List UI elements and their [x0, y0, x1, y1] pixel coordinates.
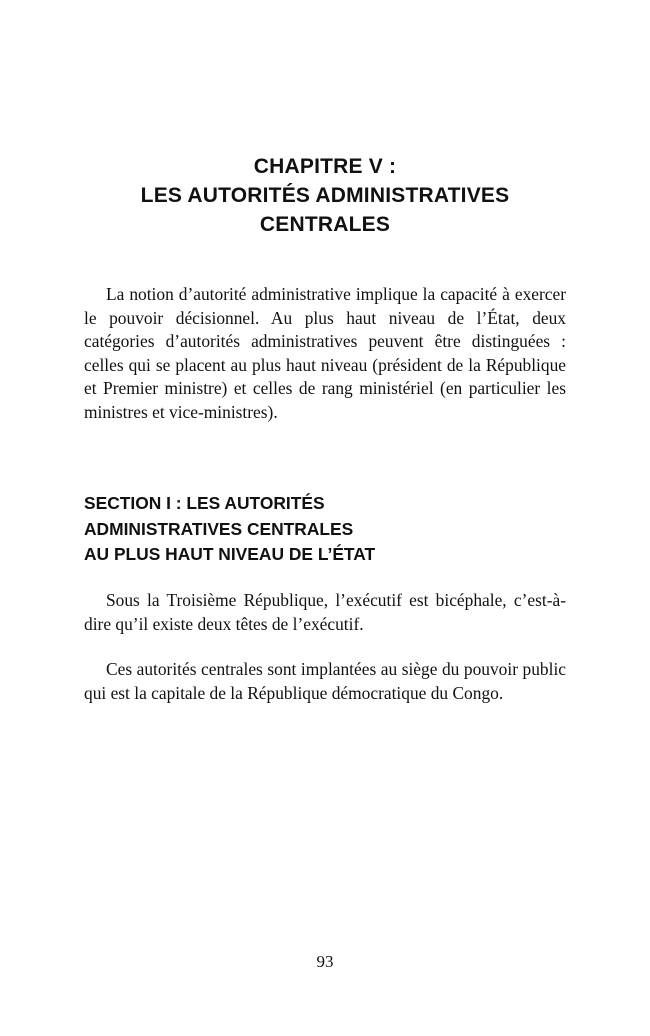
chapter-title-line-3: CENTRALES [259, 213, 391, 236]
section-title-line-3: AU PLUS HAUT NIVEAU DE L’ÉTAT [84, 544, 376, 564]
section-paragraph-1: Sous la Troisième République, l’exécutif est bicéphale, c’est-à-dire qu’il existe deux têtes de l’exécutif. [84, 590, 566, 634]
section-paragraph-2: Ces autorités centrales sont implantées au siège du pouvoir public qui est la capitale de la République démocratique du Congo. [84, 659, 566, 703]
section-title-line-2: ADMINISTRATIVES CENTRALES [84, 518, 354, 539]
page-number: 93 [316, 952, 334, 971]
chapter-title-line-1: CHAPITRE V : [253, 155, 397, 178]
chapter-title [84, 152, 566, 239]
chapter-title-line-2: LES AUTORITÉS ADMINISTRATIVES [140, 184, 510, 207]
section-title [84, 491, 566, 568]
intro-paragraph: La notion d’autorité administrative implique la capacité à exercer le pouvoir décisionnel. Au plus haut niveau de l’État, deux catégories d’autorités administratives peuvent être distinguées : celles qui se placent au plus haut niveau (président de la République et Premier ministre) et celles de rang ministériel (en particulier les ministres et vice-ministres). [84, 284, 566, 422]
section-title-line-1: SECTION I : LES AUTORITÉS [84, 493, 325, 513]
